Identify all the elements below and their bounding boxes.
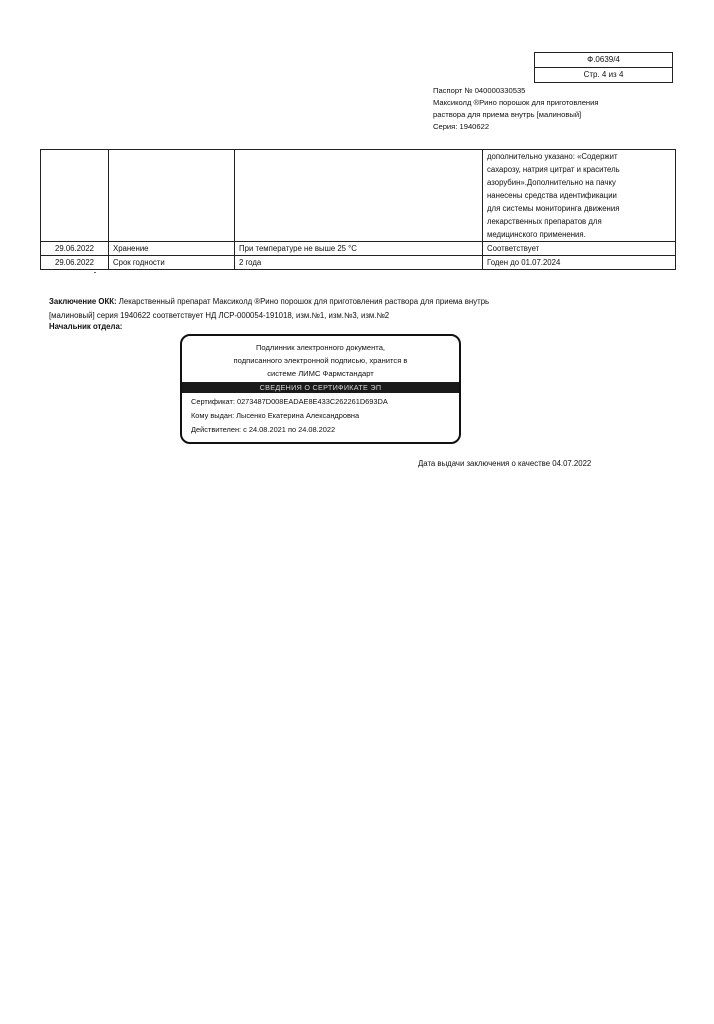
page-number: Стр. 4 из 4 — [535, 67, 672, 82]
conclusion-text: Лекарственный препарат Максиколд ®Рино порошок для приготовления раствора для приема внутрь — [116, 297, 490, 306]
table-row — [41, 242, 676, 256]
scan-mark — [94, 272, 96, 273]
result-line: азорубин».Дополнительно на пачку — [487, 178, 616, 187]
conclusion-line1 — [49, 295, 649, 309]
table-row — [41, 150, 676, 242]
test-result: Соответствует — [483, 242, 676, 256]
conclusion-block — [49, 295, 649, 323]
product-name-line1: Максиколд ®Рино порошок для приготовления — [433, 98, 599, 107]
passport-header — [433, 85, 673, 133]
result-line: нанесены средства идентификации — [487, 191, 617, 200]
conclusion-label: Заключение ОКК: — [49, 297, 117, 306]
stamp-line2: подписанного электронной подписью, хранится в — [233, 356, 408, 365]
test-name: Хранение — [109, 242, 235, 256]
test-date — [41, 150, 109, 242]
test-results-table — [40, 149, 676, 270]
certificate-holder: Кому выдан: Лысенко Екатерина Александровна — [191, 411, 360, 420]
result-line: лекарственных препаратов для — [487, 217, 602, 226]
test-requirement: При температуре не выше 25 °С — [235, 242, 483, 256]
test-result: Годен до 01.07.2024 — [483, 256, 676, 270]
certificate-validity: Действителен: с 24.08.2021 по 24.08.2022 — [191, 425, 336, 434]
test-date: 29.06.2022 — [41, 256, 109, 270]
result-line: дополнительно указано: «Содержит — [487, 152, 618, 161]
issue-date: Дата выдачи заключения о качестве 04.07.2022 — [418, 459, 592, 468]
electronic-signature-stamp — [180, 334, 461, 444]
conclusion-line2: [малиновый] серия 1940622 соответствует НД ЛСР-000054-191018, изм.№1, изм.№3, изм.№2 — [49, 311, 390, 320]
product-name-line2: раствора для приема внутрь [малиновый] — [433, 110, 582, 119]
test-date: 29.06.2022 — [41, 242, 109, 256]
test-requirement — [235, 150, 483, 242]
test-result — [483, 150, 676, 242]
certificate-info-bar: СВЕДЕНИЯ О СЕРТИФИКАТЕ ЭП — [182, 382, 459, 393]
stamp-line3: системе ЛИМС Фармстандарт — [267, 369, 374, 378]
form-number-box — [534, 52, 673, 83]
test-requirement: 2 года — [235, 256, 483, 270]
result-line: для системы мониторинга движения — [487, 204, 620, 213]
result-line: медицинского применения. — [487, 230, 586, 239]
result-line: сахарозу, натрия цитрат и краситель — [487, 165, 620, 174]
test-name: Срок годности — [109, 256, 235, 270]
table-row — [41, 256, 676, 270]
series-number: Серия: 1940622 — [433, 122, 490, 131]
form-number: Ф.0639/4 — [587, 55, 620, 64]
stamp-line1: Подлинник электронного документа, — [255, 343, 386, 352]
head-of-department-label: Начальник отдела: — [49, 322, 123, 331]
passport-number: Паспорт № 040000330535 — [433, 86, 526, 95]
certificate-number: Сертификат: 0273487D008EADAE8E433C262261D693DA — [191, 397, 388, 406]
test-name — [109, 150, 235, 242]
